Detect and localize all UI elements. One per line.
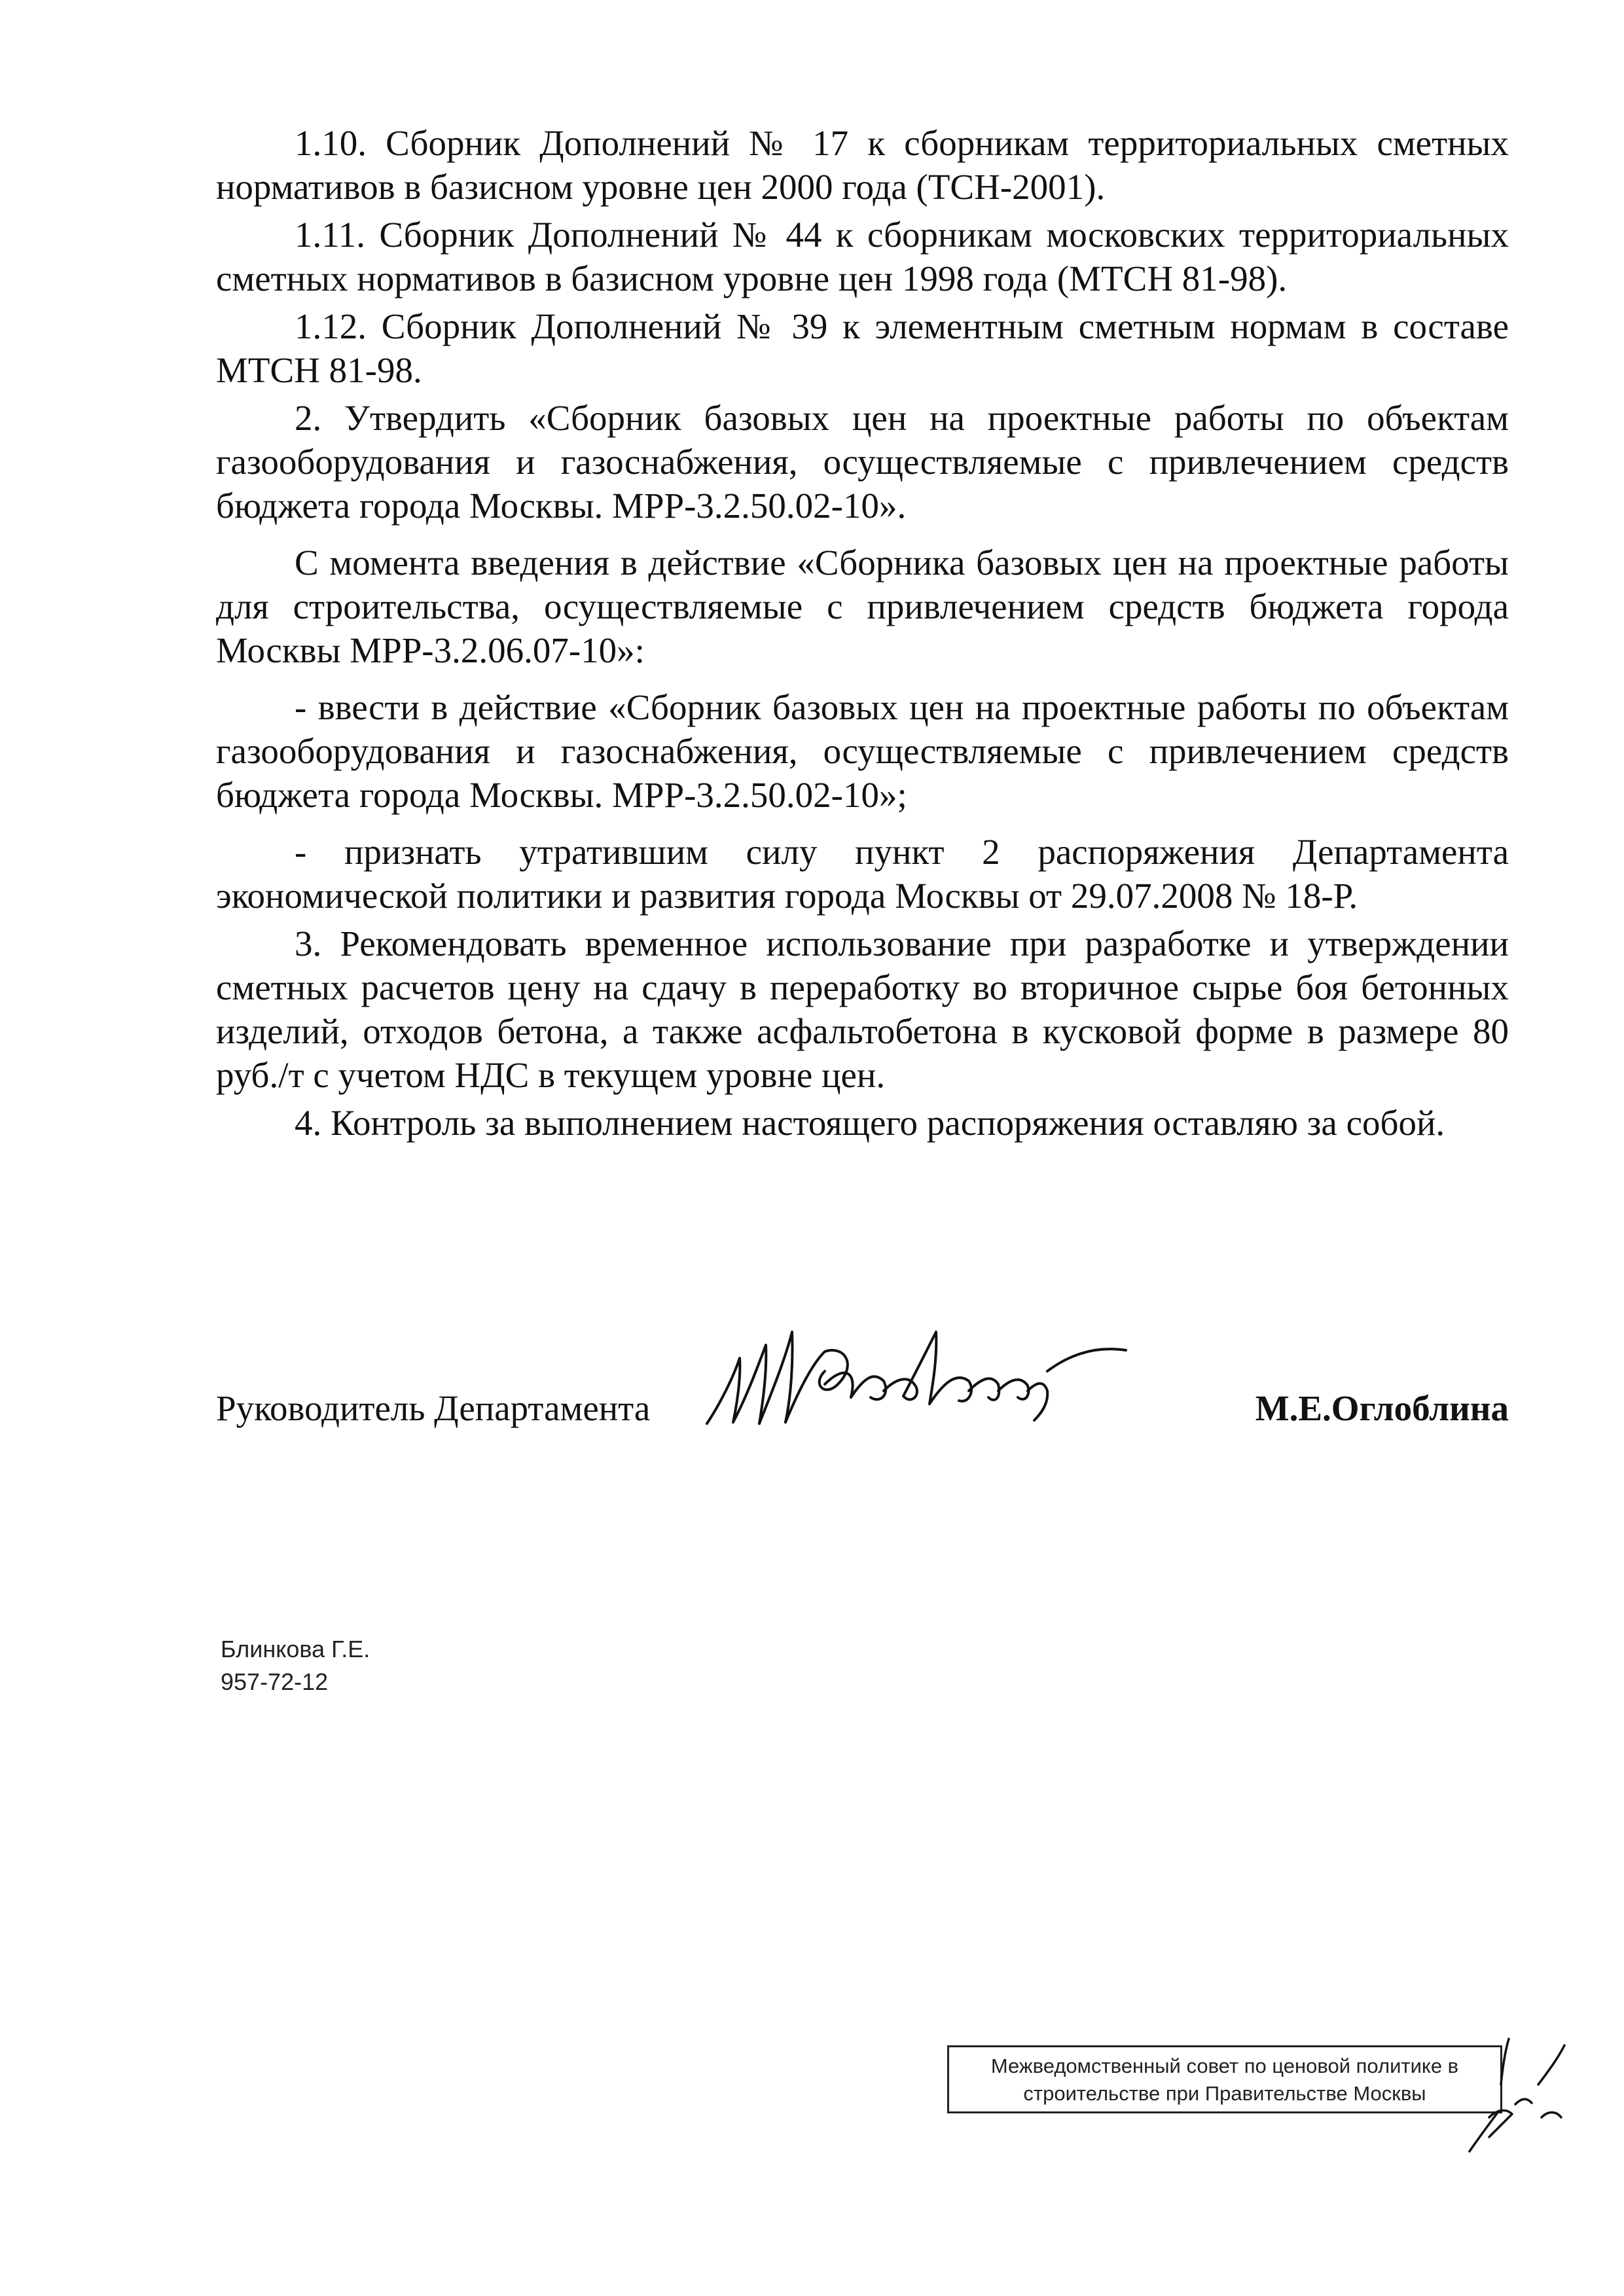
executor-name: Блинкова Г.Е. bbox=[221, 1636, 370, 1662]
paragraph-effective-date: С момента введения в действие «Сборника базовых цен на проектные работы для строительства, осуществляемые с привлечением средств бюджета города Москвы МРР-3.2.06.07-10»: bbox=[216, 543, 1509, 670]
signature-block bbox=[216, 1361, 1509, 1460]
item-3: 3. Рекомендовать временное использование при разработке и утверждении сметных расчетов цену на сдачу в переработку во вторичное сырье боя бетонных изделий, отходов бетона, а также асфальтобетона в кусковой форме в размере 80 руб./т с учетом НДС в текущем уровне цен. bbox=[216, 924, 1509, 1095]
item-1-12: 1.12. Сборник Дополнений № 39 к элементным сметным нормам в составе МТСН 81-98. bbox=[216, 306, 1509, 390]
stamp-line-2: строительстве при Правительстве Москвы bbox=[1023, 2082, 1426, 2105]
item-1-11: 1.11. Сборник Дополнений № 44 к сборникам московских территориальных сметных нормативов в базисном уровне цен 1998 года (МТСН 81-98). bbox=[216, 215, 1509, 298]
handwritten-initials bbox=[1450, 2032, 1574, 2157]
executor-info bbox=[221, 1633, 370, 1698]
stamp-line-1: Межведомственный совет по ценовой политике в bbox=[990, 2054, 1459, 2077]
signatory-name: М.Е.Оглоблина bbox=[1255, 1388, 1509, 1428]
item-1-10: 1.10. Сборник Дополнений № 17 к сборникам территориальных сметных нормативов в базисном уровне цен 2000 года (ТСН-2001). bbox=[216, 123, 1509, 207]
paragraph-bullet-introduce: - ввести в действие «Сборник базовых цен на проектные работы по объектам газооборудования и газоснабжения, осуществляемые с привлечением средств бюджета города Москвы. МРР-3.2.50.02-10»; bbox=[216, 687, 1509, 815]
item-2: 2. Утвердить «Сборник базовых цен на проектные работы по объектам газооборудования и газоснабжения, осуществляемые с привлечением средств бюджета города Москвы. МРР-3.2.50.02-10». bbox=[216, 398, 1509, 526]
handwritten-signature bbox=[694, 1306, 1139, 1443]
signatory-role: Руководитель Департамента bbox=[216, 1388, 651, 1428]
council-stamp bbox=[947, 2045, 1502, 2113]
paragraph-bullet-revoke: - признать утратившим силу пункт 2 распоряжения Департамента экономической политики и развития города Москвы от 29.07.2008 № 18-Р. bbox=[216, 832, 1509, 916]
document-body bbox=[216, 121, 1509, 1149]
item-4: 4. Контроль за выполнением настоящего распоряжения оставляю за собой. bbox=[295, 1103, 1445, 1143]
executor-phone: 957-72-12 bbox=[221, 1668, 329, 1695]
